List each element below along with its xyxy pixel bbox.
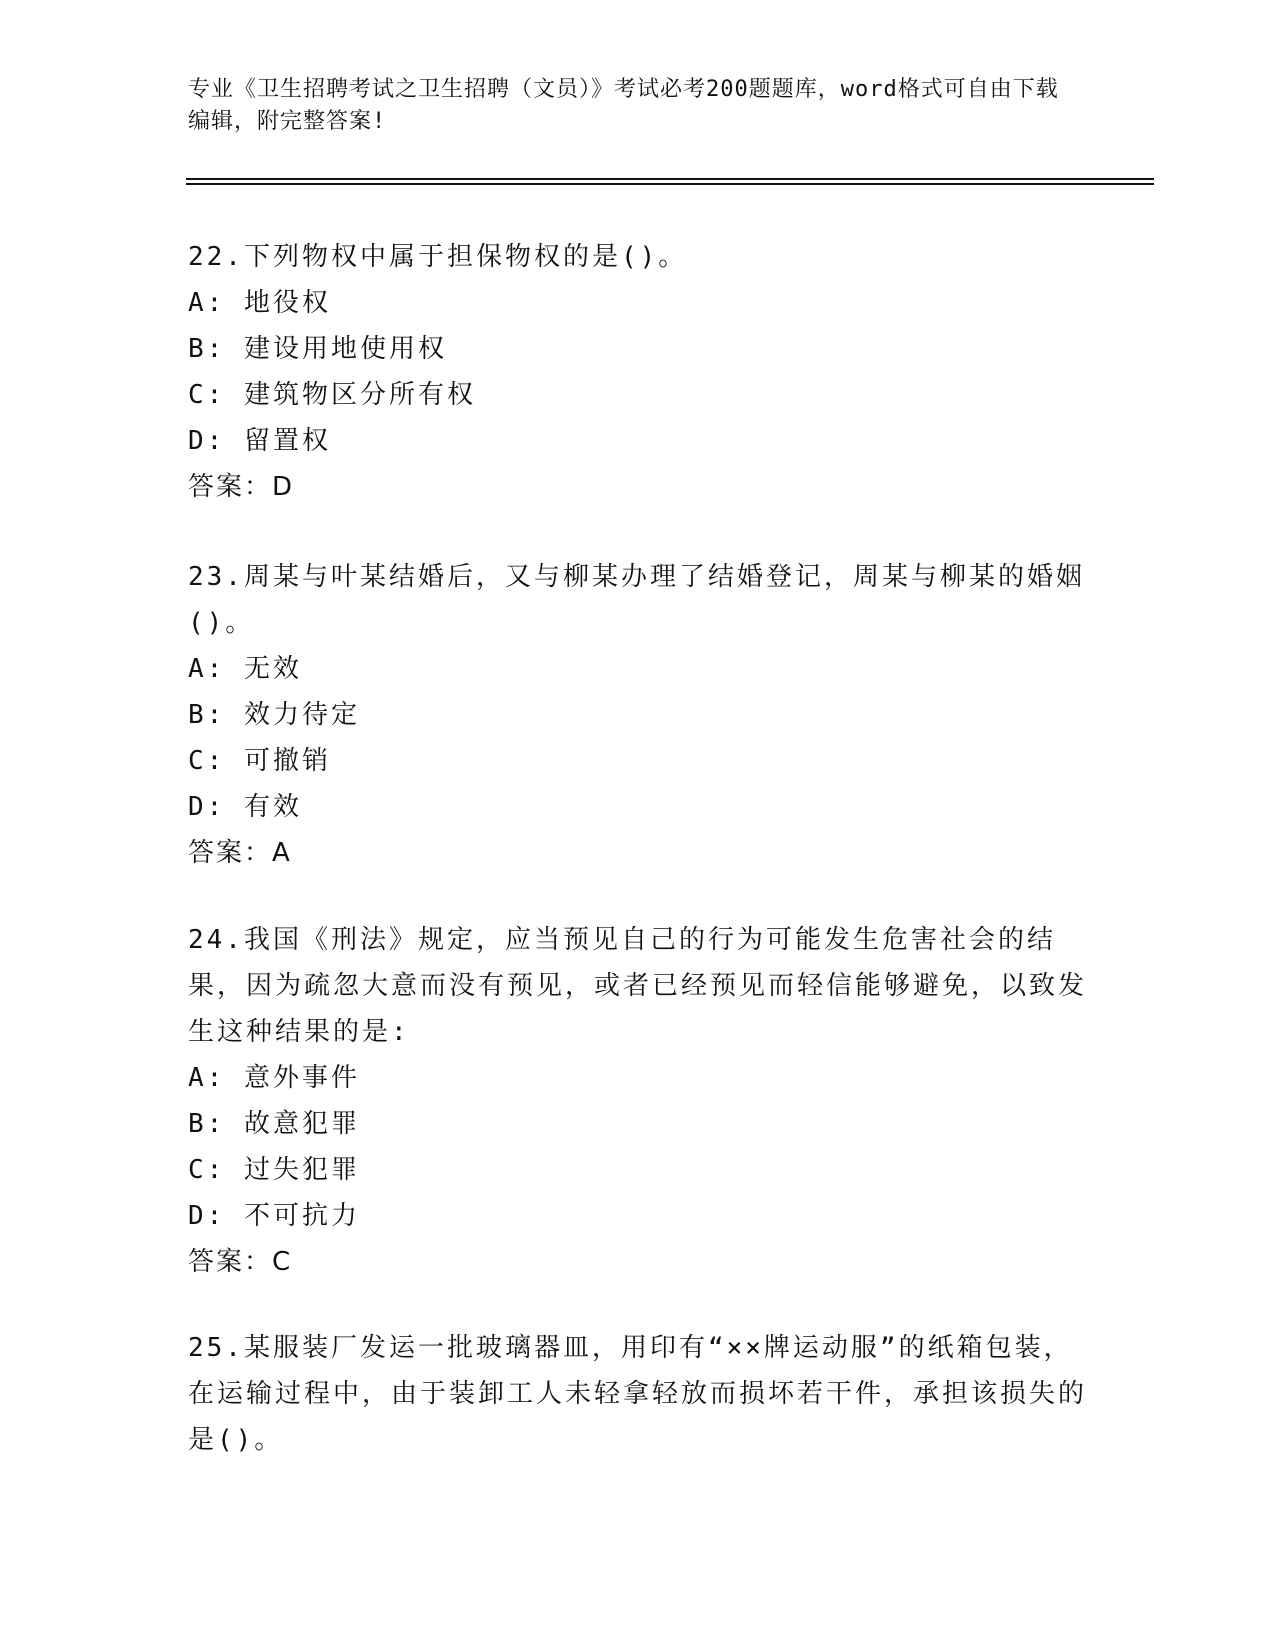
question-23	[188, 554, 1088, 876]
question-22	[188, 234, 1088, 510]
option-b: B: 效力待定	[188, 700, 360, 730]
question-stem: 25.某服装厂发运一批玻璃器皿，用印有“××牌运动服”的纸箱包装，在运输过程中，由于装卸工人未轻拿轻放而损坏若干件，承担该损失的是()。	[188, 1333, 1088, 1455]
option-c: C: 可撤销	[188, 746, 331, 776]
question-stem: 23.周某与叶某结婚后，又与柳某办理了结婚登记，周某与柳某的婚姻()。	[188, 562, 1085, 638]
header-divider-bottom	[186, 183, 1154, 185]
answer: 答案：C	[188, 1247, 293, 1277]
question-stem: 22.下列物权中属于担保物权的是()。	[188, 242, 688, 272]
option-c: C: 过失犯罪	[188, 1155, 360, 1185]
document-header: 专业《卫生招聘考试之卫生招聘（文员）》考试必考200题题库，word格式可自由下载编辑，附完整答案!	[188, 77, 1059, 134]
option-a: A: 意外事件	[188, 1063, 360, 1093]
header-divider-top	[186, 178, 1154, 180]
option-b: B: 建设用地使用权	[188, 334, 447, 364]
option-c: C: 建筑物区分所有权	[188, 380, 476, 410]
option-b: B: 故意犯罪	[188, 1109, 360, 1139]
answer: 答案：A	[188, 838, 292, 868]
option-d: D: 留置权	[188, 426, 331, 456]
option-d: D: 有效	[188, 792, 302, 822]
option-a: A: 地役权	[188, 288, 331, 318]
option-d: D: 不可抗力	[188, 1201, 360, 1231]
option-a: A: 无效	[188, 654, 302, 684]
question-24	[188, 917, 1088, 1285]
question-stem: 24.我国《刑法》规定，应当预见自己的行为可能发生危害社会的结果，因为疏忽大意而没有预见，或者已经预见而轻信能够避免，以致发生这种结果的是:	[188, 925, 1088, 1047]
answer: 答案：D	[188, 472, 295, 502]
question-25	[188, 1325, 1088, 1463]
